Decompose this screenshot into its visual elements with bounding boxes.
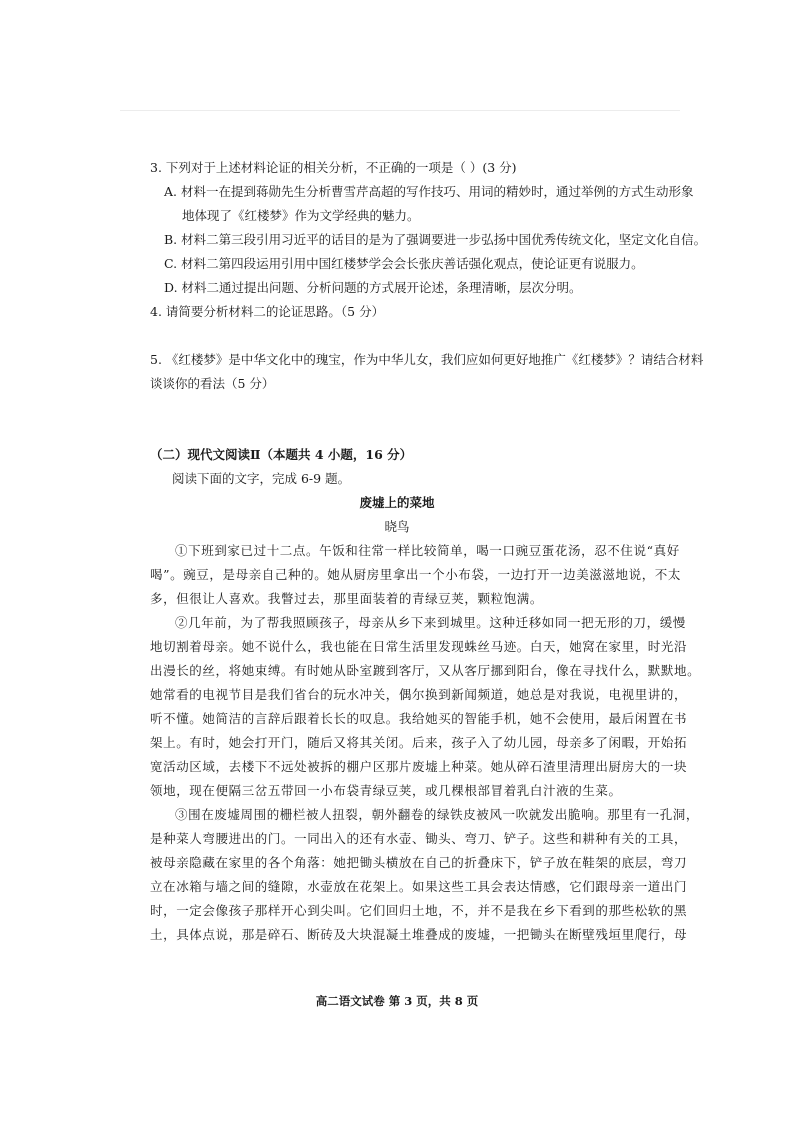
question-3-option-a: A. 材料一在提到蒋勋先生分析曹雪芹高超的写作技巧、用词的精妙时，通过举例的方式生动形象 bbox=[164, 184, 694, 199]
question-3-option-b: B. 材料二第三段引用习近平的话目的是为了强调要进一步弘扬中国优秀传统文化，坚定文化自信。 bbox=[164, 232, 707, 247]
paragraph-line: 时，一定会像孩子那样开心到尖叫。它们回归土地，不，并不是我在乡下看到的那些松软的黑 bbox=[150, 903, 688, 918]
paragraph-line: 领地，现在便隔三岔五带回一小布袋青绿豆荚，或几棵根部冒着乳白汁液的生菜。 bbox=[150, 783, 622, 798]
paragraph-line: 听不懂。她简洁的言辞后跟着长长的叹息。我给她买的智能手机，她不会使用，最后闲置在书 bbox=[150, 711, 688, 726]
question-5-line-2: 谈谈你的看法（5 分） bbox=[150, 376, 275, 391]
paragraph-line: 多，但很让人喜欢。我瞥过去，那里面装着的青绿豆荚，颗粒饱满。 bbox=[150, 591, 544, 606]
question-3-stem: 3. 下列对于上述材料论证的相关分析，不正确的一项是（ ）(3 分) bbox=[150, 160, 517, 175]
paragraph-line: 土，具体点说，那是碎石、断砖及大块混凝土堆叠成的废墟，一把锄头在断壁残垣里爬行，母 bbox=[150, 927, 688, 942]
section-instruction: 阅读下面的文字，完成 6-9 题。 bbox=[172, 471, 351, 486]
article-title: 废墟上的菜地 bbox=[359, 495, 435, 510]
question-3-option-d: D. 材料二通过提出问题、分析问题的方式展开论述，条理清晰，层次分明。 bbox=[164, 280, 582, 295]
paragraph-line: ②几年前，为了帮我照顾孩子，母亲从乡下来到城里。这种迁移如同一把无形的刀，缓慢 bbox=[175, 615, 686, 630]
question-5-line-1: 5. 《红楼梦》是中华文化中的瑰宝，作为中华儿女，我们应如何更好地推广《红楼梦》？请结合材料 bbox=[150, 352, 704, 367]
paragraph-line: 架上。有时，她会打开门，随后又将其关闭。后来，孩子入了幼儿园，母亲多了闲暇，开始拓 bbox=[150, 735, 688, 750]
paragraph-line: 被母亲隐藏在家里的各个角落：她把锄头横放在自己的折叠床下，铲子放在鞋架的底层，弯刀 bbox=[150, 855, 688, 870]
paragraph-line: 立在冰箱与墙之间的缝隙，水壶放在花架上。如果这些工具会表达情感，它们跟母亲一道出门 bbox=[150, 879, 688, 894]
paragraph-line: 出漫长的丝，将她束缚。有时她从卧室踱到客厅，又从客厅挪到阳台，像在寻找什么，默默地。 bbox=[150, 663, 701, 678]
header-rule bbox=[120, 110, 680, 111]
paragraph-line: 地切割着母亲。她不说什么，我也能在日常生活里发现蛛丝马迹。白天，她窝在家里，时光沿 bbox=[150, 639, 688, 654]
page-footer: 高二语文试卷 第 3 页，共 8 页 bbox=[315, 994, 479, 1008]
section-heading: （二）现代文阅读Ⅱ（本题共 4 小题，16 分） bbox=[150, 447, 413, 462]
question-4: 4. 请简要分析材料二的论证思路。（5 分） bbox=[150, 304, 385, 319]
paragraph-line: ③围在废墟周围的栅栏被人扭裂，朝外翻卷的绿铁皮被风一吹就发出脆响。那里有一孔洞， bbox=[175, 807, 700, 822]
paragraph-line: 宽活动区域，去楼下不远处被拆的棚户区那片废墟上种菜。她从碎石渣里清理出厨房大的一块 bbox=[150, 759, 688, 774]
paragraph-line: 她常看的电视节目是我们省台的玩水冲关，偶尔换到新闻频道，她总是对我说，电视里讲的， bbox=[150, 687, 688, 702]
paragraph-line: ①下班到家已过十二点。午饭和往常一样比较简单，喝一口豌豆蛋花汤，忍不住说“真好 bbox=[175, 543, 680, 558]
paragraph-line: 喝”。豌豆，是母亲自己种的。她从厨房里拿出一个小布袋，一边打开一边美滋滋地说，不太 bbox=[150, 567, 681, 582]
question-3-option-a-cont: 地体现了《红楼梦》作为文学经典的魅力。 bbox=[182, 208, 420, 223]
article-author: 晓鸟 bbox=[384, 519, 410, 534]
question-3-option-c: C. 材料二第四段运用引用中国红楼梦学会会长张庆善话强化观点，使论证更有说服力。 bbox=[164, 256, 644, 271]
paragraph-line: 是种菜人弯腰进出的门。一同出入的还有水壶、锄头、弯刀、铲子。这些和耕种有关的工具， bbox=[150, 831, 688, 846]
